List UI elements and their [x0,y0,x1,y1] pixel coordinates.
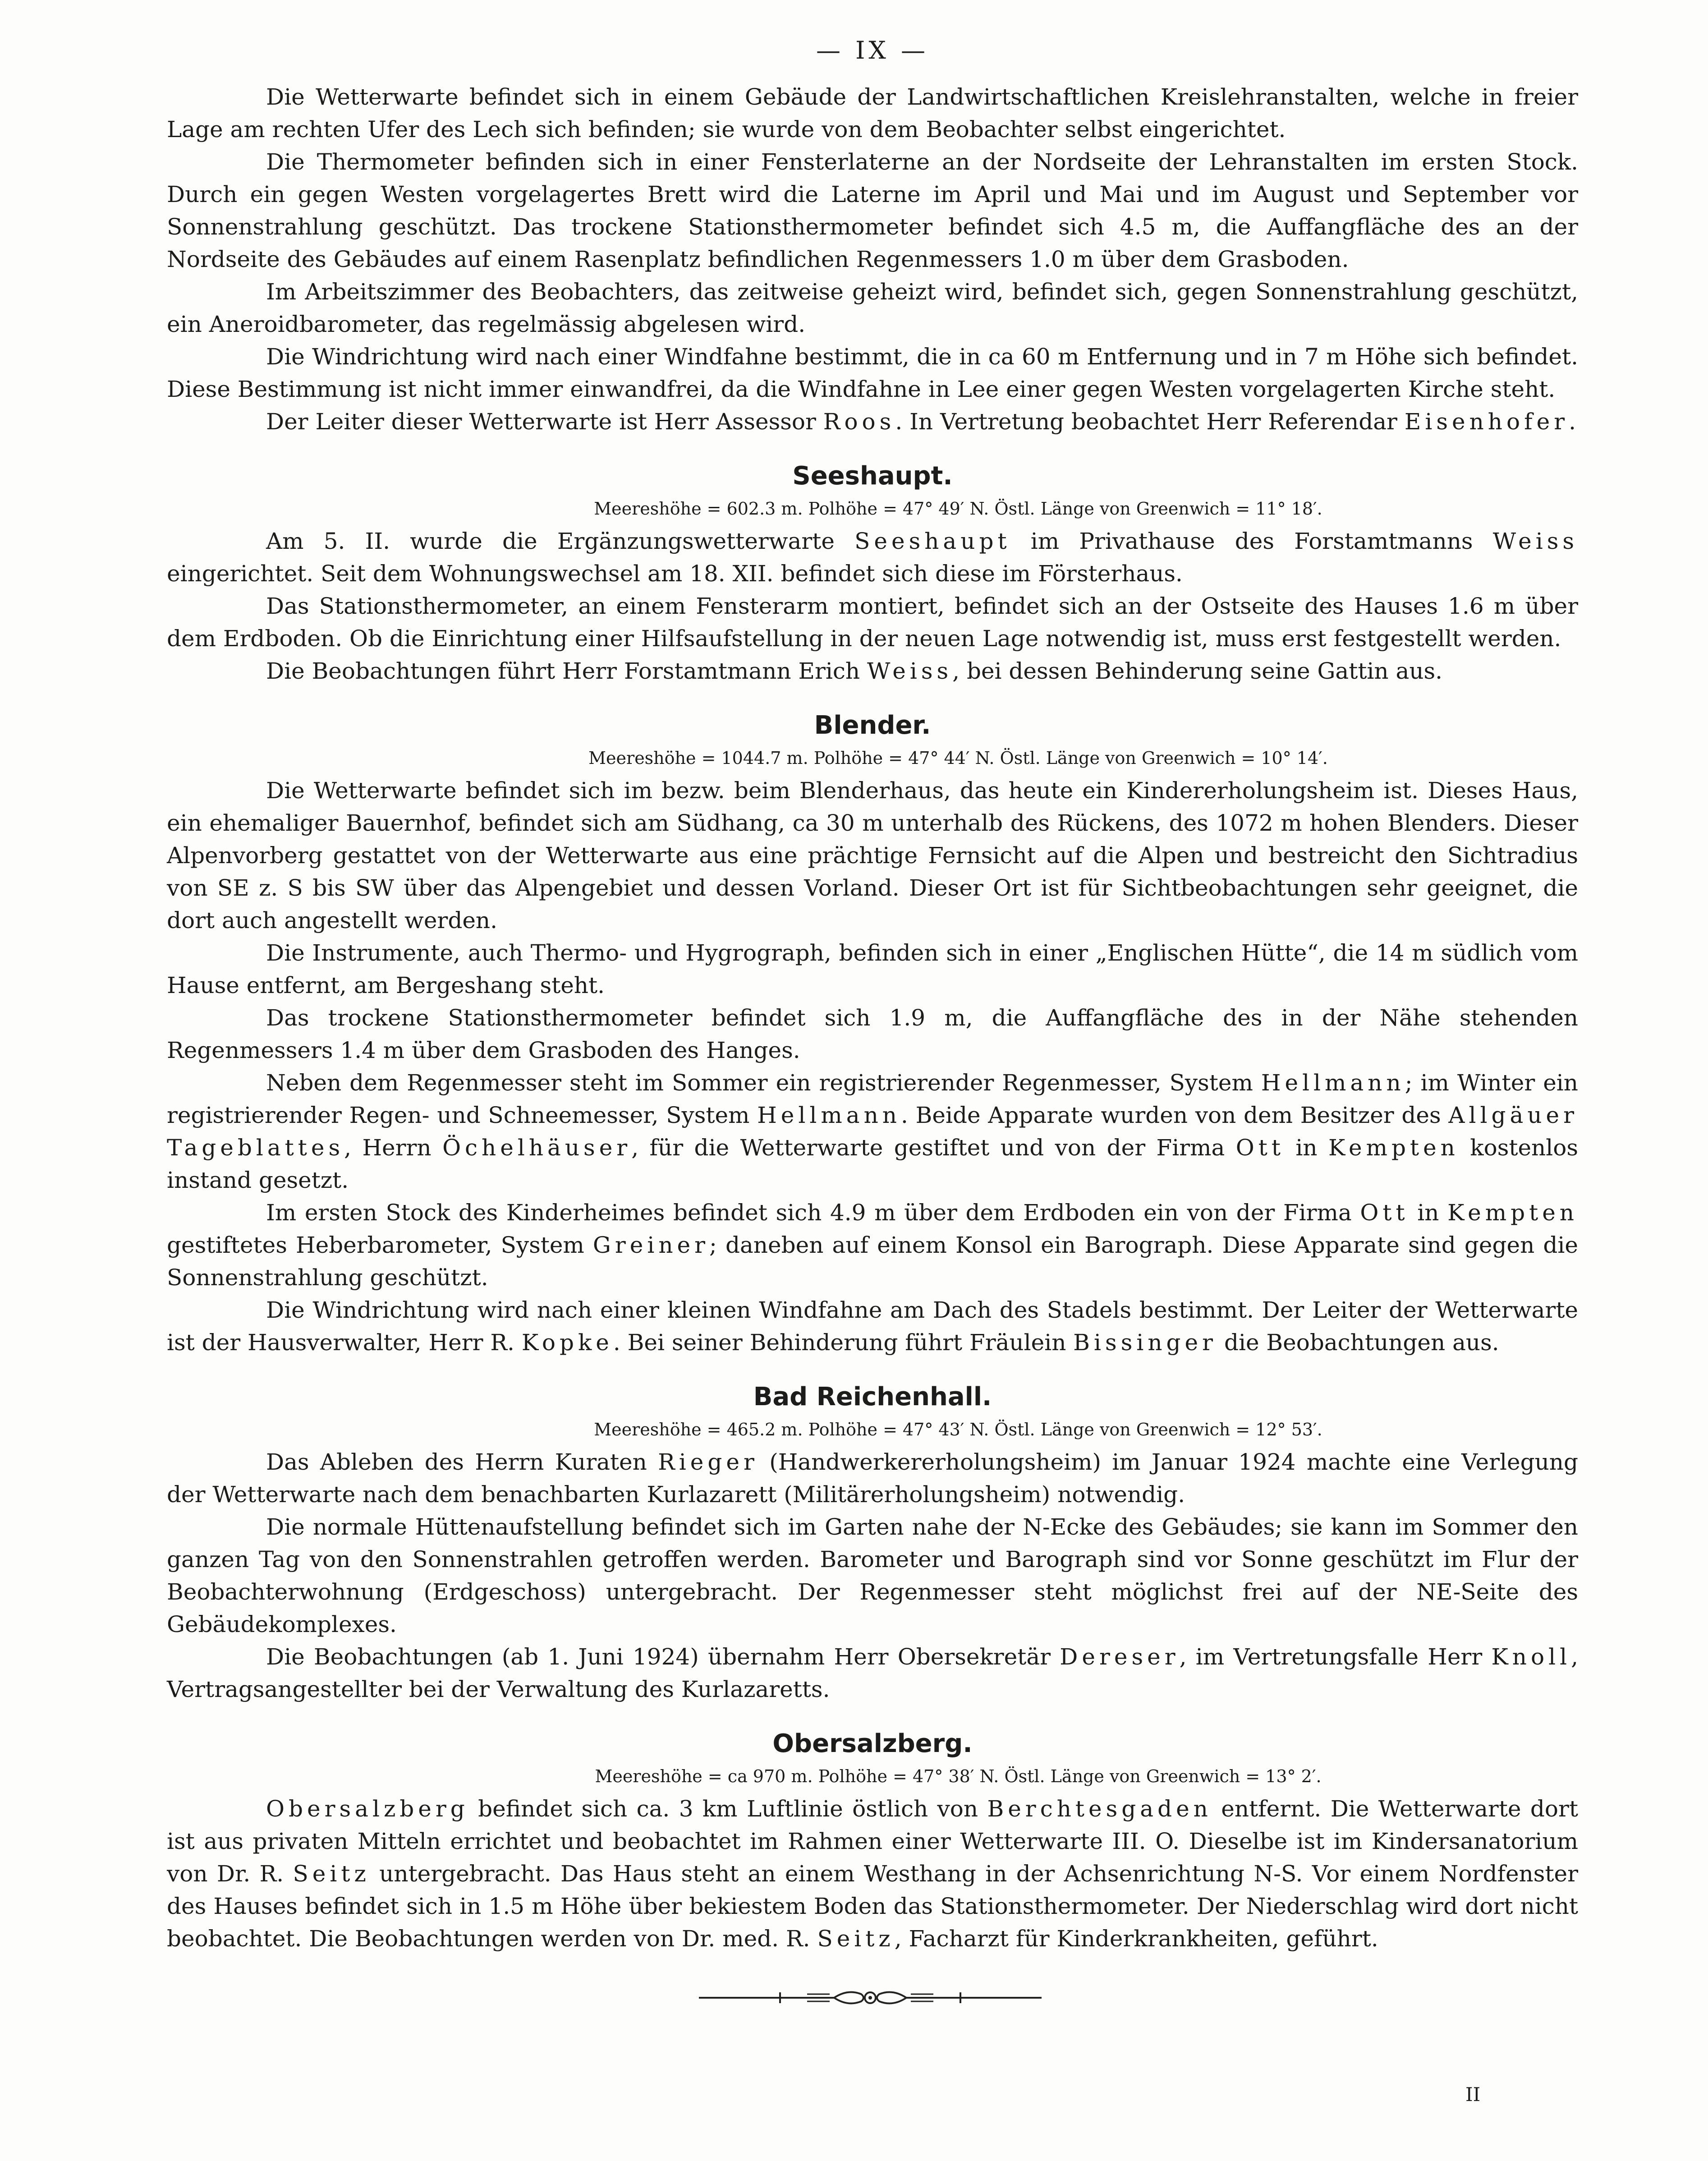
text: , Facharzt für Kinderkrankheiten, geführt. [894,1926,1378,1952]
text: im Privathause des Forstamtmanns [1010,528,1493,554]
spaced-name: Eisenhofer [1404,409,1569,435]
paragraph [167,1793,1578,1955]
page-number: — IX — [816,36,929,64]
spaced-name: Greiner [592,1232,710,1258]
paragraph [167,1641,1578,1706]
ornament-divider [699,1984,1042,2011]
spaced-name: Kempten [1328,1135,1459,1161]
station-title: Blender. [814,711,931,740]
spaced-name: Seitz [293,1861,370,1887]
paragraph: Im Arbeitszimmer des Beobachters, das zeitweise geheizt wird, befindet sich, gegen Sonnenstrahlung geschützt, ein Aneroidbarometer, das regelmässig abgelesen wird. [167,279,1578,337]
paragraph: Das Stationsthermometer, an einem Fensterarm montiert, befindet sich an der Ostseite des Hauses 1.6 m über dem Erdboden. Ob die Einrichtung einer Hilfsaufstellung in der neuen Lage notwendig ist, muss erst festgestellt werden. [167,593,1578,652]
spaced-name: Hellmann [757,1102,901,1128]
text: , Herrn [344,1135,443,1161]
paragraph [167,1446,1578,1511]
paragraph [167,1196,1578,1294]
paragraph: Die Wetterwarte befindet sich in einem Gebäude der Landwirtschaftlichen Kreislehranstalten, welche in freier Lage am rechten Ufer des Lech sich befinden; sie wurde von dem Beobachter selbst eingerichtet. [167,84,1578,143]
spaced-name: Knoll [1491,1644,1571,1670]
paragraph: Die Instrumente, auch Thermo- und Hygrograph, befinden sich in einer „Englischen Hütte“, die 14 m südlich vom Hause entfernt, am Bergeshang steht. [167,940,1578,998]
text: Der Leiter dieser Wetterwarte ist Herr Assessor [266,409,823,435]
spaced-name: Dereser [1060,1644,1180,1670]
text: , Vertragsangestellter bei der Verwaltung des Kurlazaretts. [167,1644,1578,1702]
paragraph [167,1067,1578,1196]
section-obersalzberg [167,1729,1578,1955]
text: . Bei seiner Behinderung führt Fräulein [613,1329,1074,1356]
text: Die Windrichtung wird nach einer kleinen Windfahne am Dach des Stadels bestimmt. Der Leiter der Wetterwarte ist der Hausverwalter, Herr R. [167,1297,1578,1356]
text: (Handwerkererholungsheim) im Januar 1924 machte eine Verlegung der Wetterwarte nach dem benachbarten Kurlazarett (Militärerholungsheim) notwendig. [167,1449,1578,1508]
paragraph [167,405,1578,438]
spaced-name: Öchelhäuser [442,1135,632,1161]
signature-mark: II [1465,2083,1481,2106]
spaced-name: Weiss [1492,528,1579,554]
text: ; daneben auf einem Konsol ein Barograph. Diese Apparate sind gegen die Sonnenstrahlung geschützt. [167,1232,1578,1291]
section-bad-reichenhall [167,1382,1578,1706]
text: befindet sich ca. 3 km Luftlinie östlich von [468,1796,987,1822]
spaced-name: Ott [1360,1200,1409,1226]
text: Am 5. II. wurde die Ergänzungswetterwarte [266,528,855,554]
text: Im ersten Stock des Kinderheimes befindet sich 4.9 m über dem Erdboden ein von der Firma [266,1200,1360,1226]
spaced-name: Rieger [658,1449,758,1475]
document-page [167,36,1578,1955]
text: , im Vertretungsfalle Herr [1179,1644,1492,1670]
station-title: Seeshaupt. [792,461,953,491]
section-blender [167,711,1578,1359]
text: eingerichtet. Seit dem Wohnungswechsel am 18. XII. befindet sich diese im Försterhaus. [167,561,1183,587]
spaced-name: Weiss [867,658,953,684]
station-meta: Meereshöhe = 1044.7 m. Polhöhe = 47° 44′ N. Östl. Länge von Greenwich = 10° 14′. [588,748,1328,768]
station-meta: Meereshöhe = 465.2 m. Polhöhe = 47° 43′ N. Östl. Länge von Greenwich = 12° 53′. [594,1420,1322,1439]
spaced-name: Kempten [1447,1200,1578,1226]
text: die Beobachtungen aus. [1217,1329,1499,1356]
paragraph: Die Thermometer befinden sich in einer Fensterlaterne an der Nordseite der Lehranstalten im ersten Stock. Durch ein gegen Westen vorgelagertes Brett wird die Laterne im April und Mai und im August und September vor Sonnenstrahlung geschützt. Das trockene Stationsthermometer befindet sich 4.5 m, die Auffangfläche des an der Nordseite des Gebäudes auf einem Rasenplatz befindlichen Regenmessers 1.0 m über dem Grasboden. [167,149,1578,272]
spaced-name: Seitz [817,1926,895,1952]
section-intro [167,81,1578,438]
station-title: Bad Reichenhall. [753,1382,992,1412]
spaced-name: Kopke [521,1329,613,1356]
text: Neben dem Regenmesser steht im Sommer ein registrierender Regenmesser, System [266,1070,1261,1096]
text: untergebracht. Das Haus steht an einem Westhang in der Achsenrichtung N-S. Vor einem Nordfenster des Hauses befindet sich in 1.5 m Höhe über bekiestem Boden das Stationsthermometer. Der Niederschlag wird dort nicht beobachtet. Die Beobachtungen werden von Dr. med. R. [167,1861,1578,1952]
text: , für die Wetterwarte gestiftet und von der Firma [631,1135,1236,1161]
paragraph [167,655,1578,687]
paragraph: Die Windrichtung wird nach einer Windfahne bestimmt, die in ca 60 m Entfernung und in 7 m Höhe sich befindet. Diese Bestimmung ist nicht immer einwandfrei, da die Windfahne in Lee einer gegen Westen vorgelagerten Kirche steht. [167,344,1578,402]
spaced-name: Seeshaupt [854,528,1011,554]
spaced-name: Berchtesgaden [987,1796,1212,1822]
spaced-name: Obersalzberg [266,1796,469,1822]
text: . [1569,409,1576,435]
station-meta: Meereshöhe = ca 970 m. Polhöhe = 47° 38′ N. Östl. Länge von Greenwich = 13° 2′. [595,1766,1322,1786]
text: . Beide Apparate wurden von dem Besitzer des [901,1102,1449,1128]
text: ; im Winter ein registrierender Regen- und Schneemesser, System [167,1070,1578,1128]
text: in [1409,1200,1448,1226]
text: Die Beobachtungen (ab 1. Juni 1924) übernahm Herr Obersekretär [266,1644,1060,1670]
paragraph: Das trockene Stationsthermometer befindet sich 1.9 m, die Auffangfläche des in der Nähe stehenden Regenmessers 1.4 m über dem Grasboden des Hanges. [167,1005,1578,1063]
spaced-name: Roos [823,409,895,435]
text: kostenlos instand gesetzt. [167,1135,1579,1193]
paragraph [167,1294,1578,1359]
text: Die Beobachtungen führt Herr Forstamtmann Erich [266,658,867,684]
paragraph: Die Wetterwarte befindet sich im bezw. beim Blenderhaus, das heute ein Kindererholungsheim ist. Dieses Haus, ein ehemaliger Bauernhof, befindet sich am Südhang, ca 30 m unterhalb des Rückens, des 1072 m hohen Blenders. Dieser Alpenvorberg gestattet von der Wetterwarte aus eine prächtige Fernsicht auf die Alpen und bestreicht den Sichtradius von SE z. S bis SW über das Alpengebiet und dessen Vorland. Dieser Ort ist für Sichtbeobachtungen sehr geeignet, die dort auch angestellt werden. [167,777,1578,933]
text: gestiftetes Heberbarometer, System [167,1232,593,1258]
text: in [1284,1135,1328,1161]
paragraph [167,525,1578,590]
spaced-name: Hellmann [1261,1070,1405,1096]
text: entfernt. Die Wetterwarte dort ist aus privaten Mitteln errichtet und beobachtet im Rahmen einer Wetterwarte III. O. Dieselbe ist im Kindersanatorium von Dr. R. [167,1796,1578,1887]
text: Das Ableben des Herrn Kuraten [266,1449,658,1475]
station-meta: Meereshöhe = 602.3 m. Polhöhe = 47° 49′ N. Östl. Länge von Greenwich = 11° 18′. [594,499,1322,519]
text: . In Vertretung beobachtet Herr Referendar [895,409,1405,435]
spaced-name: Allgäuer Tageblattes [167,1102,1579,1161]
station-title: Obersalzberg. [772,1729,973,1758]
text: , bei dessen Behinderung seine Gattin aus. [952,658,1443,684]
section-seeshaupt [167,461,1578,687]
paragraph: Die normale Hüttenaufstellung befindet sich im Garten nahe der N-Ecke des Gebäudes; sie kann im Sommer den ganzen Tag von den Sonnenstrahlen getroffen werden. Barometer und Barograph sind vor Sonne geschützt im Flur der Beobachterwohnung (Erdgeschoss) untergebracht. Der Regenmesser steht möglichst frei auf der NE-Seite des Gebäudekomplexes. [167,1514,1578,1637]
spaced-name: Ott [1235,1135,1285,1161]
spaced-name: Bissinger [1073,1329,1217,1356]
